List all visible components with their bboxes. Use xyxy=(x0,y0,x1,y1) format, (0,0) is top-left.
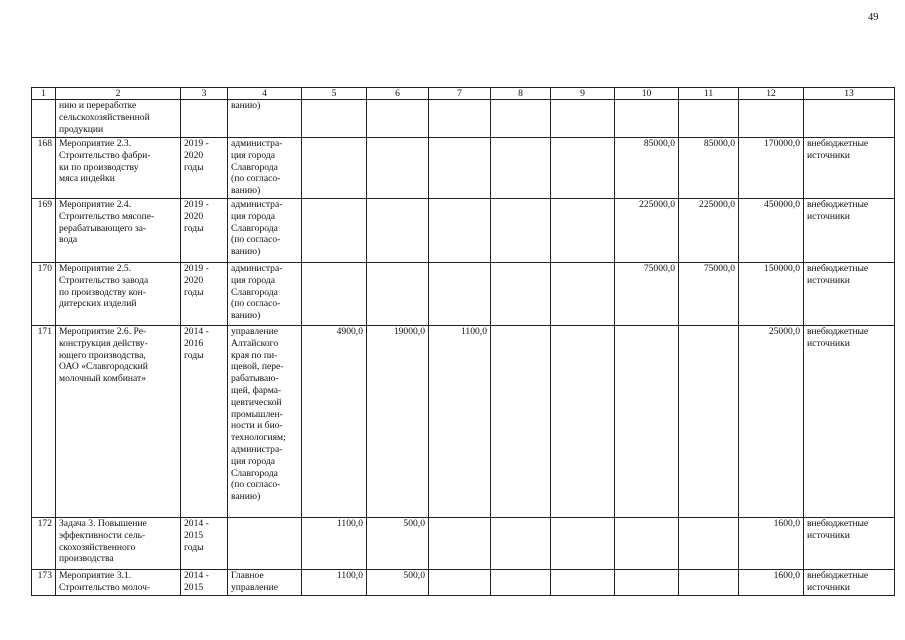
funding-source: внебюджетные источники xyxy=(804,518,895,570)
value-col6: 19000,0 xyxy=(367,326,429,518)
executor: администра- ция города Славгорода (по согласо- ванию) xyxy=(228,138,302,199)
table-row xyxy=(32,100,895,138)
column-header: 7 xyxy=(429,88,491,100)
value-col5: 4900,0 xyxy=(302,326,367,518)
value-col10 xyxy=(615,100,679,138)
funding-source: внебюджетные источники xyxy=(804,326,895,518)
value-col8 xyxy=(491,570,551,596)
value-col6: 500,0 xyxy=(367,570,429,596)
funding-source: внебюджетные источники xyxy=(804,570,895,596)
funding-source xyxy=(804,100,895,138)
value-col6 xyxy=(367,138,429,199)
value-col5 xyxy=(302,263,367,326)
column-header: 10 xyxy=(615,88,679,100)
value-col8 xyxy=(491,263,551,326)
value-col5 xyxy=(302,199,367,263)
table-row xyxy=(32,570,895,596)
value-col11: 225000,0 xyxy=(679,199,739,263)
value-total: 170000,0 xyxy=(739,138,804,199)
page-number: 49 xyxy=(868,12,879,23)
value-col9 xyxy=(551,199,615,263)
value-col9 xyxy=(551,263,615,326)
value-col8 xyxy=(491,518,551,570)
table-row xyxy=(32,138,895,199)
executor xyxy=(228,518,302,570)
budget-table xyxy=(31,87,895,596)
row-number: 168 xyxy=(32,138,56,199)
column-header: 2 xyxy=(56,88,181,100)
period: 2019 - 2020 годы xyxy=(181,138,228,199)
activity-name: Мероприятие 2.3. Строительство фабри- ки по производству мяса индейки xyxy=(56,138,181,199)
period: 2019 - 2020 годы xyxy=(181,199,228,263)
column-header: 3 xyxy=(181,88,228,100)
value-col8 xyxy=(491,199,551,263)
value-col10: 85000,0 xyxy=(615,138,679,199)
column-header: 8 xyxy=(491,88,551,100)
activity-name: нию и переработке сельскохозяйственной продукции xyxy=(56,100,181,138)
value-total xyxy=(739,100,804,138)
value-col6 xyxy=(367,100,429,138)
row-number: 173 xyxy=(32,570,56,596)
value-total: 1600,0 xyxy=(739,518,804,570)
table-row xyxy=(32,199,895,263)
row-number: 172 xyxy=(32,518,56,570)
executor: ванию) xyxy=(228,100,302,138)
funding-source: внебюджетные источники xyxy=(804,138,895,199)
row-number: 170 xyxy=(32,263,56,326)
period: 2014 - 2016 годы xyxy=(181,326,228,518)
value-col6: 500,0 xyxy=(367,518,429,570)
value-col5: 1100,0 xyxy=(302,570,367,596)
column-number-row xyxy=(32,88,895,100)
column-header: 4 xyxy=(228,88,302,100)
value-col7 xyxy=(429,263,491,326)
activity-name: Задача 3. Повышение эффективности сель- скохозяйственного производства xyxy=(56,518,181,570)
column-header: 1 xyxy=(32,88,56,100)
value-col6 xyxy=(367,199,429,263)
activity-name: Мероприятие 2.6. Ре- конструкция действу- ющего производства, ОАО «Славгородский молочный комбинат» xyxy=(56,326,181,518)
executor: управление Алтайского края по пи- щевой, пере- рабатываю- щей, фарма- цевтической промышлен- ности и био- технологиям; администра- ция города Славгорода (по согласо- ванию) xyxy=(228,326,302,518)
value-col7: 1100,0 xyxy=(429,326,491,518)
value-col6 xyxy=(367,263,429,326)
executor: администра- ция города Славгорода (по согласо- ванию) xyxy=(228,199,302,263)
value-total: 25000,0 xyxy=(739,326,804,518)
value-col11 xyxy=(679,518,739,570)
row-number: 169 xyxy=(32,199,56,263)
value-col10: 75000,0 xyxy=(615,263,679,326)
value-col5 xyxy=(302,100,367,138)
column-header: 9 xyxy=(551,88,615,100)
table-row xyxy=(32,263,895,326)
value-col11 xyxy=(679,326,739,518)
column-header: 6 xyxy=(367,88,429,100)
column-header: 13 xyxy=(804,88,895,100)
value-col10 xyxy=(615,518,679,570)
value-total: 1600,0 xyxy=(739,570,804,596)
value-col11: 85000,0 xyxy=(679,138,739,199)
executor: Главное управление xyxy=(228,570,302,596)
value-col7 xyxy=(429,518,491,570)
activity-name: Мероприятие 2.4. Строительство мясопе- рерабатывающего за- вода xyxy=(56,199,181,263)
row-number xyxy=(32,100,56,138)
value-total: 450000,0 xyxy=(739,199,804,263)
value-col11 xyxy=(679,100,739,138)
period: 2019 - 2020 годы xyxy=(181,263,228,326)
value-col7 xyxy=(429,100,491,138)
column-header: 12 xyxy=(739,88,804,100)
period: 2014 - 2015 годы xyxy=(181,518,228,570)
value-col8 xyxy=(491,100,551,138)
column-header: 5 xyxy=(302,88,367,100)
value-col9 xyxy=(551,326,615,518)
value-col9 xyxy=(551,518,615,570)
table-row xyxy=(32,326,895,518)
value-col8 xyxy=(491,138,551,199)
value-col10 xyxy=(615,570,679,596)
value-total: 150000,0 xyxy=(739,263,804,326)
period: 2014 - 2015 xyxy=(181,570,228,596)
value-col7 xyxy=(429,570,491,596)
column-header: 11 xyxy=(679,88,739,100)
value-col5 xyxy=(302,138,367,199)
value-col7 xyxy=(429,199,491,263)
value-col9 xyxy=(551,138,615,199)
value-col11: 75000,0 xyxy=(679,263,739,326)
value-col10: 225000,0 xyxy=(615,199,679,263)
table-row xyxy=(32,518,895,570)
value-col9 xyxy=(551,100,615,138)
value-col7 xyxy=(429,138,491,199)
value-col8 xyxy=(491,326,551,518)
activity-name: Мероприятие 3.1. Строительство молоч- xyxy=(56,570,181,596)
value-col5: 1100,0 xyxy=(302,518,367,570)
row-number: 171 xyxy=(32,326,56,518)
period xyxy=(181,100,228,138)
funding-source: внебюджетные источники xyxy=(804,199,895,263)
funding-source: внебюджетные источники xyxy=(804,263,895,326)
value-col9 xyxy=(551,570,615,596)
executor: администра- ция города Славгорода (по согласо- ванию) xyxy=(228,263,302,326)
value-col11 xyxy=(679,570,739,596)
value-col10 xyxy=(615,326,679,518)
activity-name: Мероприятие 2.5. Строительство завода по производству кон- дитерских изделий xyxy=(56,263,181,326)
